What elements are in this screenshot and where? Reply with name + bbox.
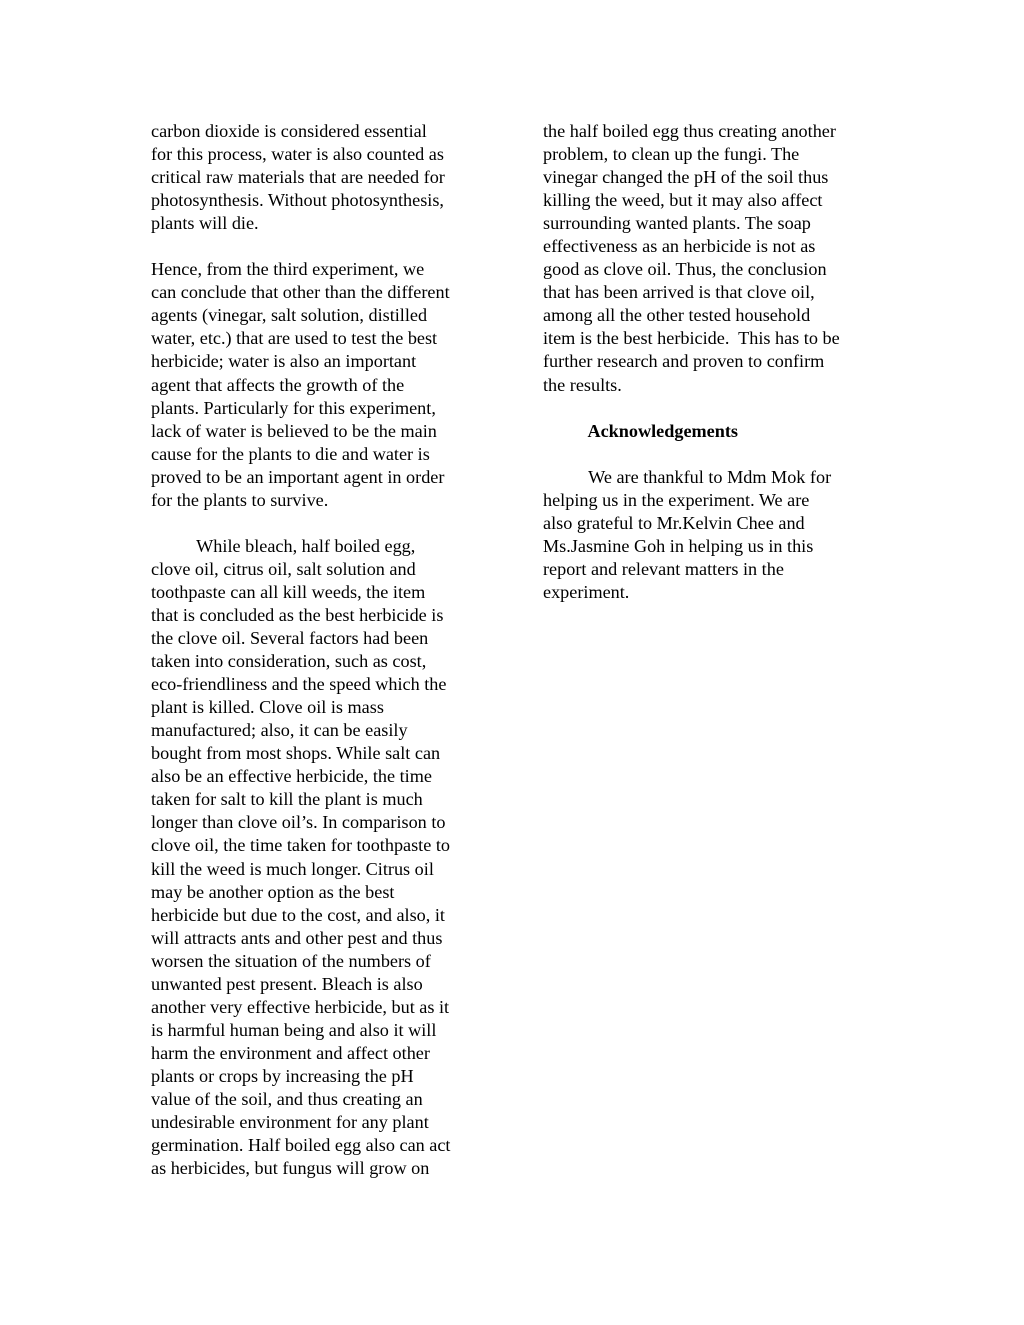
text-line: for the plants to survive. (151, 489, 329, 510)
text-line: also grateful to Mr.Kelvin Chee and (543, 512, 805, 533)
right-column (543, 120, 883, 604)
text-line: may be another option as the best (151, 881, 395, 902)
text-line: water, etc.) that are used to test the best (151, 328, 438, 349)
text-line: agents (vinegar, salt solution, distilled (151, 305, 428, 326)
text-line: unwanted pest present. Bleach is also (151, 973, 423, 994)
text-line: the clove oil. Several factors had been (151, 628, 429, 649)
text-line: report and relevant matters in the (543, 558, 784, 579)
text-line: plants. Particularly for this experiment, (151, 397, 436, 418)
text-line: We are thankful to Mdm Mok for (543, 466, 832, 487)
text-line: that has been arrived is that clove oil, (543, 282, 815, 303)
text-line: carbon dioxide is considered essential (151, 121, 427, 141)
text-line: taken for salt to kill the plant is much (151, 789, 423, 810)
paragraph-gap (543, 443, 883, 466)
text-line: taken into consideration, such as cost, (151, 651, 427, 672)
text-line: proved to be an important agent in order (151, 466, 445, 487)
text-line: vinegar changed the pH of the soil thus (543, 167, 829, 188)
left-column (151, 120, 491, 1180)
text-line: longer than clove oil’s. In comparison to (151, 812, 446, 833)
text-line: toothpaste can all kill weeds, the item (151, 581, 426, 602)
text-line: clove oil, citrus oil, salt solution and (151, 558, 416, 579)
text-line: is harmful human being and also it will (151, 1019, 437, 1040)
paragraph-gap (151, 512, 491, 535)
text-line: Hence, from the third experiment, we (151, 259, 425, 280)
paragraph-gap (543, 397, 883, 420)
paragraph-best-herbicide (151, 535, 491, 1180)
text-line: that is concluded as the best herbicide is (151, 604, 444, 625)
text-line: will attracts ants and other pest and thus (151, 927, 443, 948)
text-line: among all the other tested household (543, 305, 811, 326)
paragraph-third-experiment (151, 258, 491, 512)
text-line: the results. (543, 374, 622, 395)
paragraph-photosynthesis (151, 120, 491, 235)
paragraph-acknowledgements (543, 466, 883, 604)
text-line: effectiveness as an herbicide is not as (543, 236, 816, 257)
text-line: cause for the plants to die and water is (151, 443, 430, 464)
text-line: value of the soil, and thus creating an (151, 1088, 423, 1109)
text-line: eco-friendliness and the speed which the (151, 674, 447, 695)
text-line: lack of water is believed to be the main (151, 420, 437, 441)
text-line: plants or crops by increasing the pH (151, 1065, 414, 1086)
text-line: herbicide but due to the cost, and also, it (151, 904, 445, 925)
text-line: plant is killed. Clove oil is mass (151, 697, 384, 718)
paragraph-conclusion (543, 120, 883, 397)
text-line: surrounding wanted plants. The soap (543, 213, 811, 234)
text-line: experiment. (543, 581, 630, 602)
text-line: further research and proven to confirm (543, 351, 825, 372)
text-line: good as clove oil. Thus, the conclusion (543, 259, 827, 280)
text-line: germination. Half boiled egg also can act (151, 1135, 451, 1156)
paragraph-gap (151, 235, 491, 258)
text-line: herbicide; water is also an important (151, 351, 417, 372)
text-line: can conclude that other than the different (151, 282, 450, 303)
text-line: the half boiled egg thus creating another (543, 121, 836, 141)
text-line: another very effective herbicide, but as it (151, 996, 450, 1017)
text-line: Ms.Jasmine Goh in helping us in this (543, 535, 814, 556)
text-line: also be an effective herbicide, the time (151, 766, 432, 787)
text-line: clove oil, the time taken for toothpaste to (151, 835, 451, 856)
text-line: photosynthesis. Without photosynthesis, (151, 190, 444, 211)
text-line: item is the best herbicide. This has to be (543, 328, 840, 349)
text-line: for this process, water is also counted as (151, 144, 444, 165)
text-line: While bleach, half boiled egg, (151, 535, 416, 556)
text-line: problem, to clean up the fungi. The (543, 144, 800, 165)
text-line: worsen the situation of the numbers of (151, 950, 431, 971)
text-line: kill the weed is much longer. Citrus oil (151, 858, 434, 879)
text-line: undesirable environment for any plant (151, 1112, 429, 1133)
text-line: plants will die. (151, 213, 259, 234)
acknowledgements-heading: Acknowledgements (543, 420, 739, 441)
text-line: harm the environment and affect other (151, 1042, 430, 1063)
text-line: helping us in the experiment. We are (543, 489, 810, 510)
text-line: agent that affects the growth of the (151, 374, 405, 395)
text-line: as herbicides, but fungus will grow on (151, 1158, 430, 1179)
text-line: critical raw materials that are needed for (151, 167, 445, 188)
text-line: killing the weed, but it may also affect (543, 190, 823, 211)
text-line: bought from most shops. While salt can (151, 743, 441, 764)
text-line: manufactured; also, it can be easily (151, 720, 408, 741)
